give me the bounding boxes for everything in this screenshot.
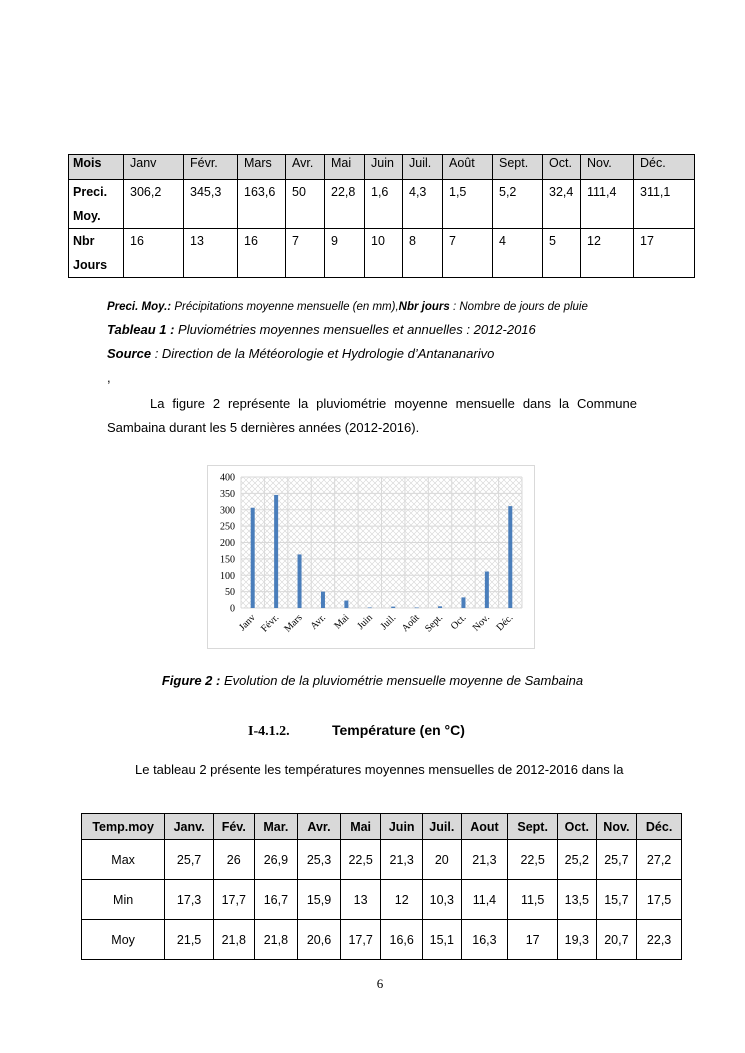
table-cell: 25,3 bbox=[298, 840, 341, 880]
table-legend: Preci. Moy.: Précipitations moyenne mensuelle (en mm),Nbr jours : Nombre de jours de pluie bbox=[107, 301, 588, 313]
source-line: Source : Direction de la Météorologie et Hydrologie d’Antananarivo bbox=[107, 346, 495, 361]
header-cell: Nov. bbox=[581, 155, 634, 180]
y-tick-label: 50 bbox=[225, 587, 235, 599]
table-caption: Tableau 1 : Pluviométries moyennes mensuelles et annuelles : 2012-2016 bbox=[107, 322, 536, 337]
x-tick-label: Mai bbox=[332, 612, 352, 632]
table-cell: 16,6 bbox=[381, 920, 423, 960]
table-cell: 345,3 bbox=[184, 180, 238, 229]
header-cell: Janv bbox=[124, 155, 184, 180]
header-cell: Janv. bbox=[165, 814, 214, 840]
header-cell: Juil. bbox=[423, 814, 462, 840]
bar bbox=[391, 607, 395, 608]
table-cell: 17 bbox=[508, 920, 558, 960]
table-cell: 10 bbox=[365, 229, 403, 278]
table-cell: 11,5 bbox=[508, 880, 558, 920]
temperature-table bbox=[81, 813, 682, 960]
table-cell: 8 bbox=[403, 229, 443, 278]
table-cell: 163,6 bbox=[238, 180, 286, 229]
bar bbox=[438, 606, 442, 608]
rainfall-table bbox=[68, 154, 695, 278]
table-cell: 27,2 bbox=[637, 840, 682, 880]
section-title: Température (en °C) bbox=[332, 722, 465, 738]
rainfall-bar-chart bbox=[207, 465, 535, 649]
table-row bbox=[82, 840, 682, 880]
table-cell: 1,6 bbox=[365, 180, 403, 229]
table-cell: 12 bbox=[381, 880, 423, 920]
header-cell: Mois bbox=[69, 155, 124, 180]
table-cell: 21,5 bbox=[165, 920, 214, 960]
table-cell: 13,5 bbox=[558, 880, 597, 920]
header-cell: Avr. bbox=[286, 155, 325, 180]
bar bbox=[415, 608, 419, 609]
x-tick-label: Oct. bbox=[448, 612, 469, 633]
row-label: Max bbox=[82, 840, 165, 880]
table-cell: 15,7 bbox=[596, 880, 637, 920]
header-cell: Mars bbox=[238, 155, 286, 180]
header-cell: Temp.moy bbox=[82, 814, 165, 840]
table-cell: 7 bbox=[443, 229, 493, 278]
table-cell: 4,3 bbox=[403, 180, 443, 229]
table-cell: 1,5 bbox=[443, 180, 493, 229]
header-cell: Juin bbox=[365, 155, 403, 180]
table-cell: 21,3 bbox=[461, 840, 508, 880]
y-tick-label: 0 bbox=[230, 603, 235, 615]
x-tick-label: Févr. bbox=[259, 612, 282, 635]
table-cell: 26,9 bbox=[254, 840, 298, 880]
table-cell: 5,2 bbox=[493, 180, 543, 229]
y-tick-label: 150 bbox=[220, 554, 235, 566]
y-tick-label: 250 bbox=[220, 521, 235, 533]
header-cell: Nov. bbox=[596, 814, 637, 840]
table-row bbox=[69, 229, 695, 278]
table-cell: 17 bbox=[634, 229, 695, 278]
y-tick-label: 300 bbox=[220, 505, 235, 517]
table-cell: 4 bbox=[493, 229, 543, 278]
header-cell: Oct. bbox=[558, 814, 597, 840]
x-tick-label: Sept. bbox=[423, 612, 446, 635]
table-cell: 20,6 bbox=[298, 920, 341, 960]
table-cell: 17,7 bbox=[340, 920, 381, 960]
header-cell: Mar. bbox=[254, 814, 298, 840]
row-label: Moy bbox=[82, 920, 165, 960]
header-cell: Déc. bbox=[637, 814, 682, 840]
table-cell: 17,3 bbox=[165, 880, 214, 920]
table-cell: 19,3 bbox=[558, 920, 597, 960]
table-cell: 15,1 bbox=[423, 920, 462, 960]
table-cell: 16 bbox=[238, 229, 286, 278]
table-cell: 10,3 bbox=[423, 880, 462, 920]
row-label: Min bbox=[82, 880, 165, 920]
bar bbox=[251, 508, 255, 608]
table-cell: 22,5 bbox=[508, 840, 558, 880]
bar bbox=[321, 592, 325, 608]
x-tick-label: Avr. bbox=[308, 612, 329, 632]
row-label: Nbr Jours bbox=[69, 229, 124, 278]
table-cell: 22,3 bbox=[637, 920, 682, 960]
table-cell: 16,3 bbox=[461, 920, 508, 960]
y-tick-label: 400 bbox=[220, 472, 235, 484]
table-cell: 25,7 bbox=[165, 840, 214, 880]
figure-caption: Figure 2 : Evolution de la pluviométrie mensuelle moyenne de Sambaina bbox=[161, 673, 584, 688]
table-cell: 111,4 bbox=[581, 180, 634, 229]
header-cell: Sept. bbox=[508, 814, 558, 840]
table-header-row bbox=[82, 814, 682, 840]
x-tick-label: Juin bbox=[355, 612, 375, 632]
header-cell: Avr. bbox=[298, 814, 341, 840]
table-cell: 11,4 bbox=[461, 880, 508, 920]
section-heading bbox=[248, 722, 465, 740]
table-cell: 16,7 bbox=[254, 880, 298, 920]
table-cell: 21,3 bbox=[381, 840, 423, 880]
x-tick-label: Janv bbox=[237, 612, 258, 634]
x-tick-label: Août bbox=[399, 612, 422, 635]
x-tick-label: Nov. bbox=[470, 612, 492, 634]
x-tick-label: Juil. bbox=[378, 612, 399, 633]
y-tick-label: 100 bbox=[220, 570, 235, 582]
header-cell: Août bbox=[443, 155, 493, 180]
bar bbox=[368, 607, 372, 608]
table-cell: 15,9 bbox=[298, 880, 341, 920]
header-cell: Mai bbox=[325, 155, 365, 180]
table-cell: 50 bbox=[286, 180, 325, 229]
paragraph: Le tableau 2 présente les températures moyennes mensuelles de 2012-2016 dans la bbox=[135, 762, 624, 777]
page-number: 6 bbox=[376, 976, 384, 991]
table-cell: 20 bbox=[423, 840, 462, 880]
bar bbox=[485, 572, 489, 608]
header-cell: Juil. bbox=[403, 155, 443, 180]
table-cell: 13 bbox=[340, 880, 381, 920]
table-cell: 32,4 bbox=[543, 180, 581, 229]
table-cell: 16 bbox=[124, 229, 184, 278]
y-tick-label: 200 bbox=[220, 538, 235, 549]
table-cell: 7 bbox=[286, 229, 325, 278]
table-header-row bbox=[69, 155, 695, 180]
table-cell: 5 bbox=[543, 229, 581, 278]
table-cell: 306,2 bbox=[124, 180, 184, 229]
section-number: I-4.1.2. bbox=[248, 724, 290, 739]
bar bbox=[298, 554, 302, 608]
x-tick-label: Déc. bbox=[494, 612, 516, 634]
table-row bbox=[82, 920, 682, 960]
stray-mark: , bbox=[107, 370, 111, 385]
table-cell: 12 bbox=[581, 229, 634, 278]
header-cell: Sept. bbox=[493, 155, 543, 180]
bar bbox=[344, 601, 348, 608]
table-cell: 22,8 bbox=[325, 180, 365, 229]
table-cell: 26 bbox=[213, 840, 254, 880]
bar bbox=[461, 597, 465, 608]
header-cell: Aout bbox=[461, 814, 508, 840]
y-tick-label: 350 bbox=[220, 488, 235, 500]
header-cell: Fév. bbox=[213, 814, 254, 840]
table-cell: 25,7 bbox=[596, 840, 637, 880]
bar bbox=[274, 495, 278, 608]
header-cell: Déc. bbox=[634, 155, 695, 180]
table-row bbox=[69, 180, 695, 229]
header-cell: Mai bbox=[340, 814, 381, 840]
table-cell: 21,8 bbox=[254, 920, 298, 960]
table-cell: 13 bbox=[184, 229, 238, 278]
paragraph: La figure 2 représente la pluviométrie moyenne mensuelle dans la Commune Sambaina durant les 5 dernières années (2012-2016). bbox=[107, 396, 637, 435]
row-label: Preci. Moy. bbox=[69, 180, 124, 229]
header-cell: Févr. bbox=[184, 155, 238, 180]
table-cell: 17,7 bbox=[213, 880, 254, 920]
header-cell: Juin bbox=[381, 814, 423, 840]
table-cell: 9 bbox=[325, 229, 365, 278]
table-cell: 25,2 bbox=[558, 840, 597, 880]
table-cell: 21,8 bbox=[213, 920, 254, 960]
table-row bbox=[82, 880, 682, 920]
bar bbox=[508, 506, 512, 608]
table-cell: 20,7 bbox=[596, 920, 637, 960]
x-tick-label: Mars bbox=[282, 612, 305, 635]
table-cell: 17,5 bbox=[637, 880, 682, 920]
table-cell: 22,5 bbox=[340, 840, 381, 880]
header-cell: Oct. bbox=[543, 155, 581, 180]
table-cell: 311,1 bbox=[634, 180, 695, 229]
